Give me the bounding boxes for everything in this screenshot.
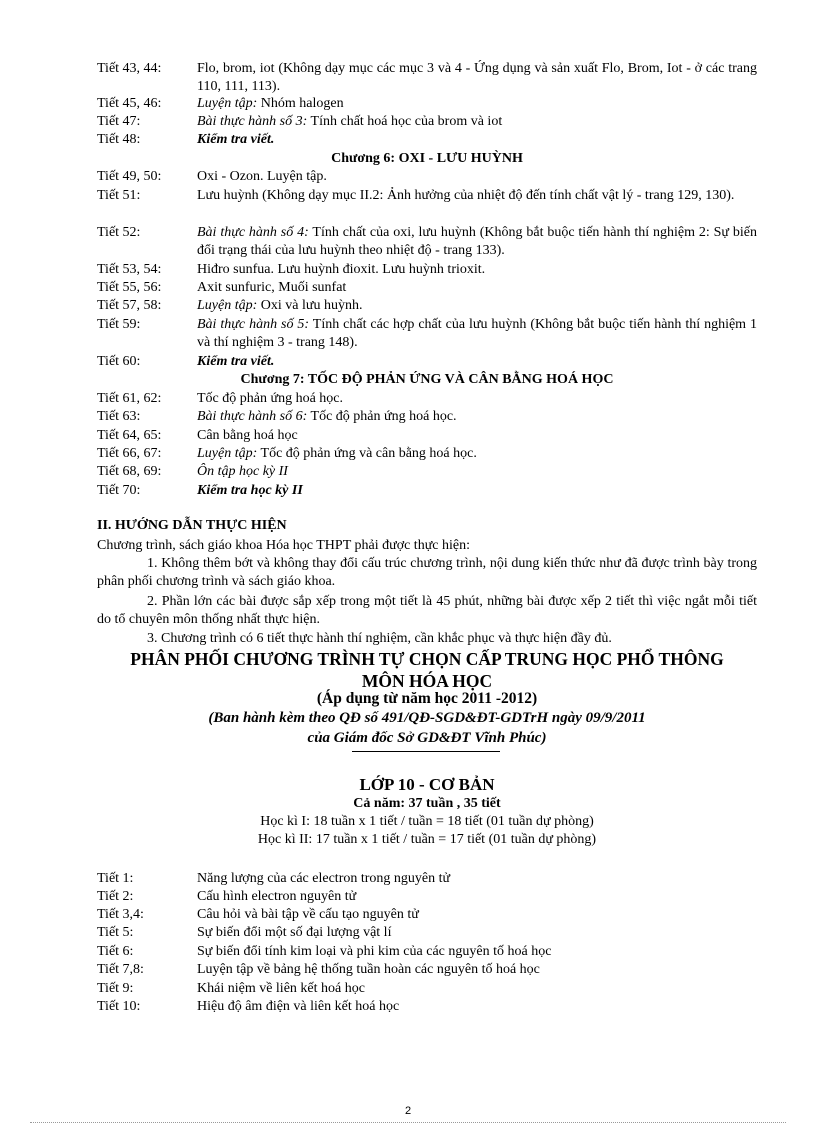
list-item: [97, 316, 757, 351]
lesson-text: Axit sunfuric, Muối sunfat: [197, 280, 347, 295]
lesson-number: Tiết 43, 44:: [97, 61, 162, 76]
lesson-number: Tiết 59:: [97, 317, 141, 332]
decree-line-1: (Ban hành kèm theo QĐ số 491/QĐ-SGD&ĐT-GDTrH ngày 09/9/2011: [208, 710, 646, 726]
lesson-number: Tiết 68, 69:: [97, 464, 162, 479]
lesson-text: Tính chất của oxi, lưu huỳnh (Không bắt buộc tiến hành thí nghiệm 2: Sự biến đổi trạng thái của lưu huỳnh theo nhiệt độ - trang 133).: [197, 225, 757, 258]
lesson-number: Tiết 7,8:: [97, 962, 144, 977]
lesson-number: Tiết 45, 46:: [97, 96, 162, 111]
lesson-text: Flo, brom, iot (Không dạy mục các mục 3 và 4 - Ứng dụng và sản xuất Flo, Brom, Iot - ở các trang 110, 111, 113).: [197, 61, 757, 94]
lesson-text: Khái niệm về liên kết hoá học: [197, 981, 365, 996]
list-item: [97, 961, 757, 979]
lesson-text: Sự biến đổi tính kim loại và phi kim của các nguyên tố hoá học: [197, 944, 552, 959]
lesson-number: Tiết 10:: [97, 999, 141, 1014]
lesson-text: Tốc độ phản ứng hoá học.: [307, 409, 457, 424]
lesson-text: Tốc độ phản ứng hoá học.: [197, 391, 343, 406]
list-item: [97, 924, 757, 942]
semester-2: Học kì II: 17 tuần x 1 tiết / tuần = 17 tiết (01 tuần dự phòng): [257, 832, 597, 847]
lesson-number: Tiết 66, 67:: [97, 446, 162, 461]
grade-year-summary: Cả năm: 37 tuần , 35 tiết: [353, 796, 501, 811]
list-item: [97, 445, 757, 463]
lesson-text: Lưu huỳnh (Không dạy mục II.2: Ảnh hưởng của nhiệt độ đến tính chất vật lý - trang 129, 130).: [197, 188, 735, 203]
lesson-type: Luyện tập:: [197, 96, 258, 111]
lesson-text: Nhóm halogen: [257, 96, 344, 111]
lesson-number: Tiết 60:: [97, 354, 141, 369]
list-item: [97, 482, 757, 500]
lesson-number: Tiết 2:: [97, 889, 134, 904]
lesson-type: Bài thực hành số 3:: [197, 114, 308, 129]
document-title: PHÂN PHỐI CHƯƠNG TRÌNH TỰ CHỌN CẤP TRUNG HỌC PHỔ THÔNG: [130, 649, 724, 669]
lesson-text: Tính chất các hợp chất của lưu huỳnh (Không bắt buộc tiến hành thí nghiệm 1 và thí nghiệm 3 - trang 148).: [197, 317, 758, 350]
lesson-text: Hiệu độ âm điện và liên kết hoá học: [197, 999, 400, 1014]
lesson-type: Bài thực hành số 4:: [197, 225, 309, 240]
lesson-number: Tiết 70:: [97, 483, 141, 498]
lesson-number: Tiết 51:: [97, 188, 141, 203]
apply-year: (Áp dụng từ năm học 2011 -2012): [316, 690, 538, 707]
lesson-text: Cân bằng hoá học: [197, 428, 298, 443]
list-item: [97, 60, 757, 95]
lesson-text: Cấu hình electron nguyên tử: [197, 889, 357, 904]
list-item: [97, 131, 757, 149]
lesson-number: Tiết 1:: [97, 871, 134, 886]
lesson-number: Tiết 64, 65:: [97, 428, 162, 443]
lesson-type: Ôn tập học kỳ II: [197, 464, 288, 479]
chapter-heading: Chương 7: TỐC ĐỘ PHẢN ỨNG VÀ CÂN BẰNG HOÁ HỌC: [240, 372, 614, 387]
divider: [352, 751, 500, 752]
lesson-type: Kiểm tra học kỳ II: [197, 483, 303, 498]
list-item: [97, 390, 757, 408]
lesson-type: Luyện tập:: [197, 446, 258, 461]
list-item: [97, 980, 757, 998]
guideline-2: 2. Phần lớn các bài được sắp xếp trong một tiết là 45 phút, những bài được xếp 2 tiết thì việc ngắt mỗi tiết do tổ chuyên môn thống nhất thực hiện.: [97, 594, 757, 627]
list-item: [97, 279, 757, 297]
lesson-text: Năng lượng của các electron trong nguyên tử: [197, 871, 451, 886]
lesson-type: Bài thực hành số 5:: [197, 317, 310, 332]
lesson-text: Sự biến đổi một số đại lượng vật lí: [197, 925, 392, 940]
lesson-type: Kiểm tra viết.: [197, 354, 275, 369]
section-title: II. HƯỚNG DẪN THỰC HIỆN: [97, 518, 287, 533]
list-item: [97, 353, 757, 371]
list-item: [97, 95, 757, 113]
lesson-number: Tiết 5:: [97, 925, 134, 940]
list-item: [97, 998, 757, 1016]
lesson-number: Tiết 52:: [97, 225, 141, 240]
lesson-number: Tiết 63:: [97, 409, 141, 424]
list-item: [97, 224, 757, 259]
lesson-text: Luyện tập về bảng hệ thống tuần hoàn các nguyên tố hoá học: [197, 962, 540, 977]
lesson-number: Tiết 6:: [97, 944, 134, 959]
list-item: [97, 168, 757, 186]
guideline-1: 1. Không thêm bớt và không thay đổi cấu trúc chương trình, nội dung kiến thức như đã được trình bày trong phân phối chương trình và sách giáo khoa.: [97, 556, 757, 589]
decree-line-2: của Giám đốc Sở GD&ĐT Vĩnh Phúc): [307, 730, 547, 746]
lesson-text: Tốc độ phản ứng và cân bằng hoá học.: [257, 446, 477, 461]
chapter-heading: Chương 6: OXI - LƯU HUỲNH: [331, 151, 523, 166]
lesson-number: Tiết 57, 58:: [97, 298, 162, 313]
list-item: [97, 408, 757, 426]
lesson-number: Tiết 47:: [97, 114, 141, 129]
lesson-type: Luyện tập:: [197, 298, 258, 313]
lesson-number: Tiết 55, 56:: [97, 280, 162, 295]
list-item: [97, 888, 757, 906]
page-number: 2: [404, 1105, 412, 1117]
semester-1: Học kì I: 18 tuần x 1 tiết / tuần = 18 tiết (01 tuần dự phòng): [260, 814, 594, 829]
lesson-number: Tiết 49, 50:: [97, 169, 162, 184]
lesson-number: Tiết 61, 62:: [97, 391, 162, 406]
guideline-3: 3. Chương trình có 6 tiết thực hành thí nghiệm, cần khắc phục và thực hiện đầy đủ.: [147, 631, 612, 646]
lesson-number: Tiết 48:: [97, 132, 141, 147]
list-item: [97, 906, 757, 924]
lesson-number: Tiết 53, 54:: [97, 262, 162, 277]
list-item: [97, 427, 757, 445]
lesson-text: Tính chất hoá học của brom và iot: [307, 114, 503, 129]
list-item: [97, 870, 757, 888]
list-item: [97, 943, 757, 961]
lesson-type: Bài thực hành số 6:: [197, 409, 308, 424]
subject-title: MÔN HÓA HỌC: [361, 671, 493, 691]
lesson-text: Oxi - Ozon. Luyện tập.: [197, 169, 327, 184]
lesson-number: Tiết 3,4:: [97, 907, 144, 922]
lesson-text: Hiđro sunfua. Lưu huỳnh đioxit. Lưu huỳnh trioxit.: [197, 262, 486, 277]
lesson-number: Tiết 9:: [97, 981, 134, 996]
list-item: [97, 187, 757, 205]
grade-title: LỚP 10 - CƠ BẢN: [359, 775, 495, 794]
list-item: [97, 261, 757, 279]
lesson-type: Kiểm tra viết.: [197, 132, 275, 147]
section-intro: Chương trình, sách giáo khoa Hóa học THPT phải được thực hiện:: [97, 538, 470, 553]
lesson-text: Oxi và lưu huỳnh.: [257, 298, 363, 313]
list-item: [97, 297, 757, 315]
lesson-text: Câu hỏi và bài tập về cấu tạo nguyên tử: [197, 907, 419, 922]
list-item: [97, 113, 757, 131]
list-item: [97, 463, 757, 481]
